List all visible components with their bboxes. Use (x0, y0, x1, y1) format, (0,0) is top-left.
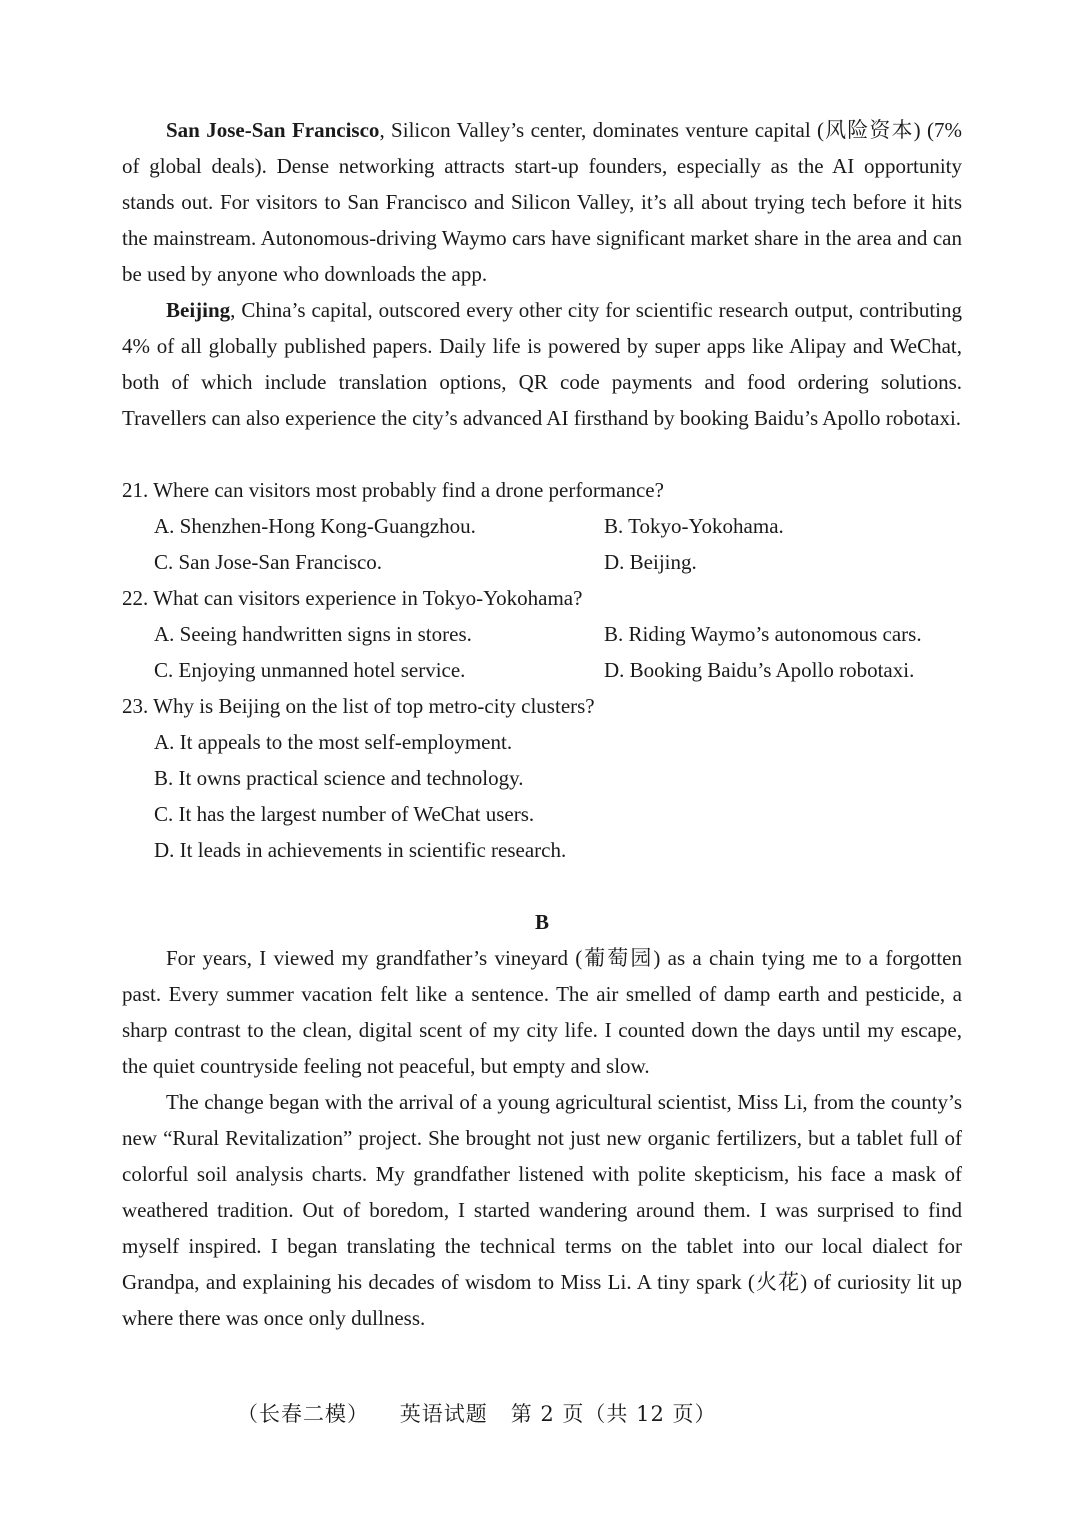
option-a: A. It appeals to the most self-employment. (154, 730, 513, 754)
page-footer: （长春二模） 英语试题 第 2 页（共 12 页） (237, 1402, 717, 1426)
option-c: C. It has the largest number of WeChat users. (154, 802, 535, 826)
passage-a-paragraph-2 (122, 292, 962, 436)
passage-a-paragraph-1 (122, 112, 962, 292)
exam-page (122, 112, 962, 1336)
question-stem: 23. Why is Beijing on the list of top metro-city clusters? (122, 694, 595, 718)
question-stem: 21. Where can visitors most probably find a drone performance? (122, 478, 664, 502)
paragraph-text: , Silicon Valley’s center, dominates venture capital (风险资本) (7% of global deals). Dense networking attracts start-up founders, especially as the AI opportunity stands out. For visitors to San Francisco and Silicon Valley, it’s all about trying tech before it hits the mainstream. Autonomous-driving Waymo cars have significant market share in the area and can be used by anyone who downloads the app. (122, 118, 962, 286)
option-b: B. It owns practical science and technology. (154, 766, 524, 790)
paragraph-text: , China’s capital, outscored every other city for scientific research output, contributing 4% of all globally published papers. Daily life is powered by super apps like Alipay and WeChat, both of which include translation options, QR code payments and food ordering solutions. Travellers can also experience the city’s advanced AI firsthand by booking Baidu’s Apollo robotaxi. (122, 298, 962, 430)
option-c: C. Enjoying unmanned hotel service. (154, 658, 466, 682)
section-title-b: B (534, 910, 549, 934)
option-b: B. Riding Waymo’s autonomous cars. (604, 622, 922, 646)
passage-b-paragraph-2: The change began with the arrival of a young agricultural scientist, Miss Li, from the county’s new “Rural Revitalization” project. She brought not just new organic fertilizers, but a tablet full of colorful soil analysis charts. My grandfather listened with polite skepticism, his face a mask of weathered tradition. Out of boredom, I started wandering around them. I was surprised to find myself inspired. I began translating the technical terms on the tablet into our local dialect for Grandpa, and explaining his decades of wisdom to Miss Li. A tiny spark (火花) of curiosity lit up where there was once only dullness. (122, 1090, 962, 1330)
option-a: A. Seeing handwritten signs in stores. (154, 622, 472, 646)
question-list (122, 472, 962, 868)
question-23 (122, 688, 962, 868)
option-c: C. San Jose-San Francisco. (154, 550, 383, 574)
question-21 (122, 472, 962, 580)
option-list (122, 724, 962, 868)
city-name-beijing: Beijing (166, 298, 231, 322)
passage-b-paragraph-1: For years, I viewed my grandfather’s vineyard (葡萄园) as a chain tying me to a forgotten past. Every summer vacation felt like a sentence. The air smelled of damp earth and pesticide, a sharp contrast to the clean, digital scent of my city life. I counted down the days until my escape, the quiet countryside feeling not peaceful, but empty and slow. (122, 946, 962, 1078)
question-22 (122, 580, 962, 688)
option-a: A. Shenzhen-Hong Kong-Guangzhou. (154, 514, 476, 538)
question-stem: 22. What can visitors experience in Tokyo-Yokohama? (122, 586, 583, 610)
city-name-san-jose: San Jose-San Francisco (166, 118, 380, 142)
option-d: D. Booking Baidu’s Apollo robotaxi. (604, 658, 915, 682)
option-d: D. It leads in achievements in scientific research. (154, 838, 567, 862)
option-list (122, 508, 962, 580)
option-list (122, 616, 962, 688)
option-b: B. Tokyo-Yokohama. (604, 514, 784, 538)
option-d: D. Beijing. (604, 550, 697, 574)
